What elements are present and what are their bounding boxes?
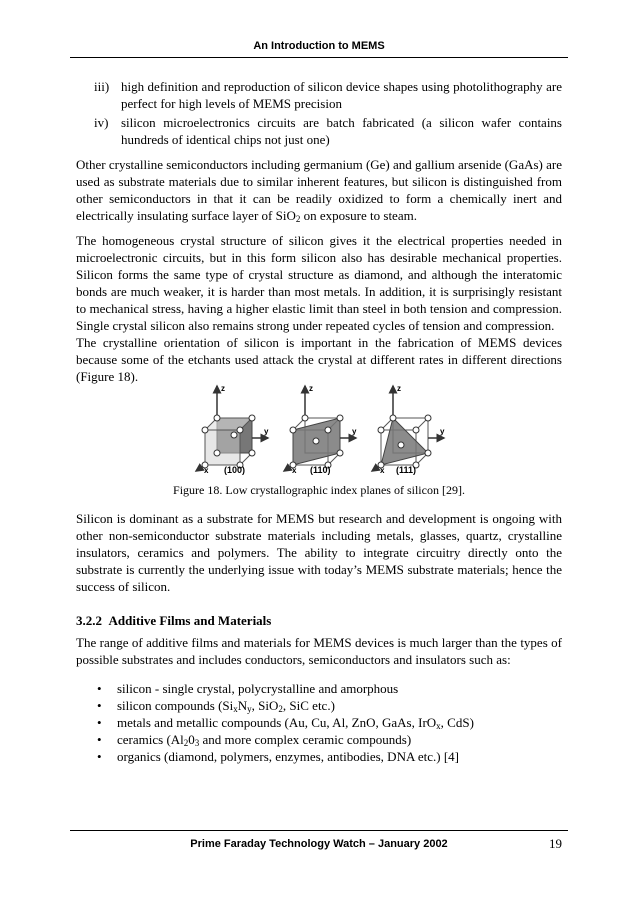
paragraph-other-semiconductors: Other crystalline semiconductors including germanium (Ge) and gallium arsenide (GaAs) are used as substrate materials due to similar inherent features, but silicon is distinguished from other semiconductors in that it can be readily oxidized to form a chemically inert and electrically insulating surface layer of SiO$_2$ on exposure to steam. — [76, 157, 562, 224]
axis-z-label: z — [309, 384, 313, 393]
axis-y-label: y — [352, 427, 357, 436]
bullet-item — [97, 731, 411, 748]
bullet-text: organics (diamond, polymers, enzymes, antibodies, DNA etc.) [4] — [117, 749, 460, 764]
bullet-text: metals and metallic compounds (Au, Cu, Al, ZnO, GaAs, IrO$_x$, CdS) — [117, 715, 474, 731]
section-title: Additive Films and Materials — [108, 613, 272, 628]
bullet-dot: • — [97, 681, 102, 696]
cube-111 — [372, 384, 445, 475]
plane-label-111: (111) — [396, 465, 417, 475]
paragraph-additive-films: The range of additive films and materials for MEMS devices is much larger than the types of possible substrates and includes conductors, semiconductors and insulators such as: — [76, 635, 562, 667]
bullet-dot: • — [97, 749, 102, 764]
list-text: silicon microelectronics circuits are batch fabricated (a silicon wafer contains hundreds of identical chips not just one) — [121, 115, 562, 147]
plane-label-100: (100) — [224, 465, 246, 475]
figure-caption: Figure 18. Low crystallographic index planes of silicon [29]. — [173, 483, 465, 497]
bullet-dot: • — [97, 715, 102, 730]
section-number: 3.2.2 — [76, 613, 102, 628]
list-number: iv) — [94, 115, 109, 130]
axis-x-label: x — [204, 466, 209, 475]
bullet-text: silicon - single crystal, polycrystalline and amorphous — [117, 681, 399, 696]
axis-y-label: y — [264, 427, 269, 436]
paragraph-crystal-structure: The homogeneous crystal structure of silicon gives it the electrical properties needed in microelectronic circuits, but in this form silicon also has desirable mechanical properties. Silicon forms the same type of crystal structure as diamond, and although the interatomic bonds are much weaker, it is harder than most metals. In addition, it is surprisingly resistant to mechanical stress, having a higher elastic limit than steel in both tension and compression. Single crystal silicon also remains strong under repeated cycles of tension and compression. — [76, 233, 562, 333]
page-number: 19 — [549, 836, 562, 851]
bullet-item — [97, 697, 335, 714]
list-number: iii) — [94, 79, 110, 94]
section-heading — [76, 613, 271, 629]
axis-y-label: y — [440, 427, 445, 436]
axis-z-label: z — [397, 384, 401, 393]
list-item-iv — [94, 114, 562, 148]
axis-z-label: z — [221, 384, 225, 393]
paragraph-crystalline-orientation: The crystalline orientation of silicon is important in the fabrication of MEMS devices because some of the etchants used attack the crystal at different rates in different directions (Figure 18). — [76, 335, 562, 384]
footer-rule — [70, 830, 568, 831]
cube-110 — [284, 384, 357, 475]
bullet-item — [97, 714, 474, 731]
cube-100 — [196, 384, 269, 475]
plane-label-110: (110) — [310, 465, 331, 475]
paragraph-silicon-dominant: Silicon is dominant as a substrate for MEMS but research and development is ongoing with other non-semiconductor substrate materials including metals, glasses, quartz, crystalline insulators, ceramics and polymers. The ability to integrate circuitry directly onto the substrate is currently the underlying issue with today’s MEMS substrate materials; hence the success of silicon. — [76, 511, 562, 594]
bullet-text: silicon compounds ($Si_xN_y$, SiO$_2$, SiC etc.) — [117, 698, 335, 714]
bullet-item — [97, 748, 459, 765]
list-item-iii — [94, 78, 562, 112]
bullet-dot: • — [97, 732, 102, 747]
bullet-item — [97, 680, 398, 697]
bullet-dot: • — [97, 698, 102, 713]
axis-x-label: x — [292, 466, 297, 475]
axis-x-label: x — [380, 466, 385, 475]
crystal-planes-figure — [192, 378, 452, 476]
running-header: An Introduction to MEMS — [253, 40, 385, 52]
running-footer: Prime Faraday Technology Watch – January 2002 — [190, 838, 448, 850]
list-text: high definition and reproduction of silicon device shapes using photolithography are perfect for high levels of MEMS precision — [121, 79, 562, 111]
header-rule — [70, 57, 568, 58]
bullet-text: ceramics ($Al_20_3$ and more complex ceramic compounds) — [117, 732, 412, 748]
